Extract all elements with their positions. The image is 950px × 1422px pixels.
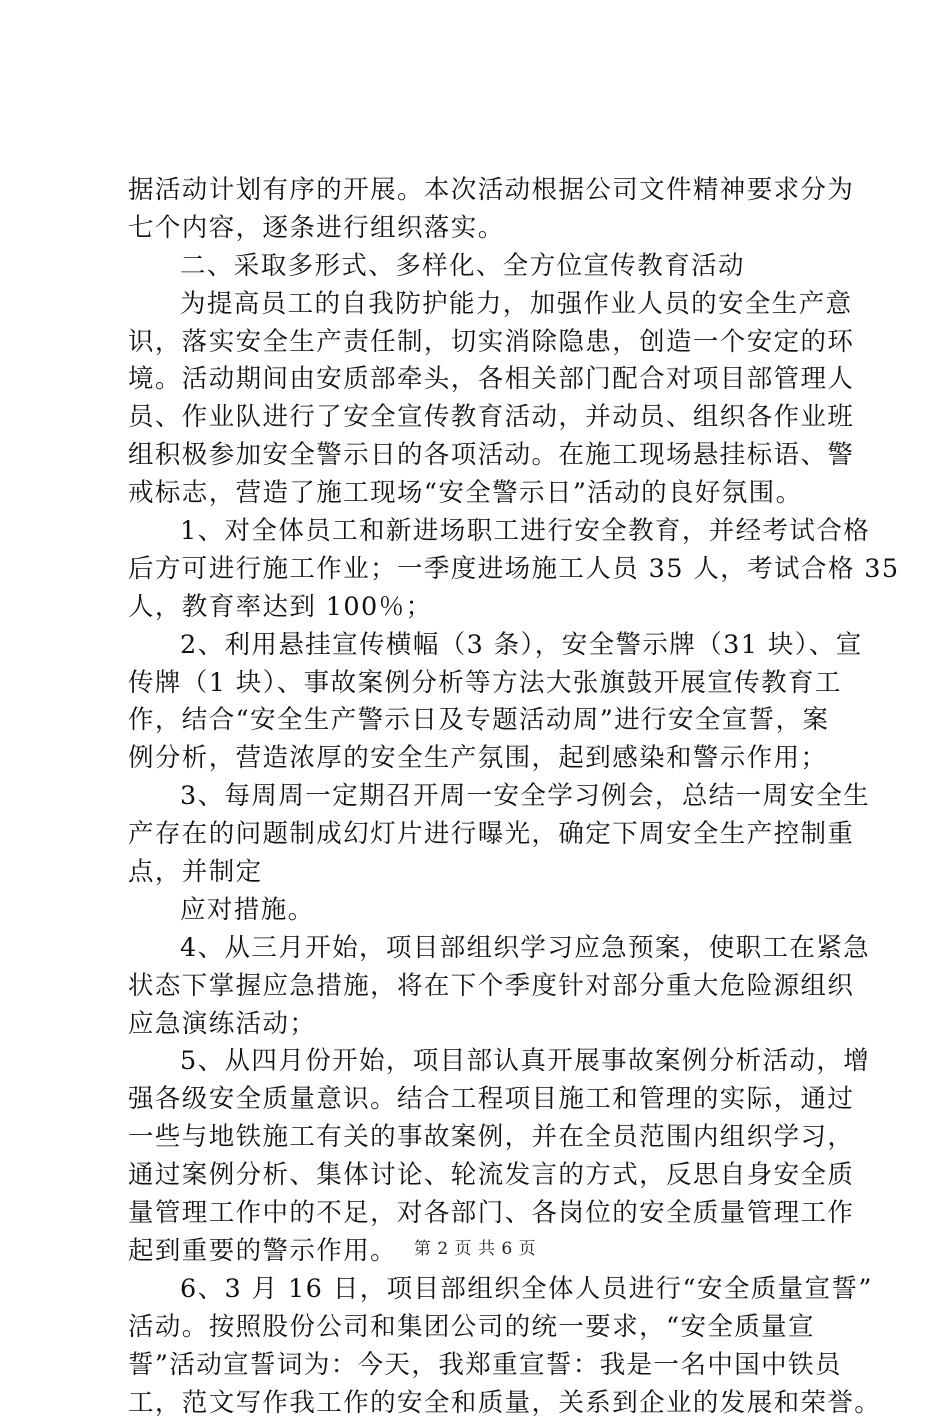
- text-line: 识，落实安全生产责任制，切实消除隐患，创造一个安定的环: [128, 324, 858, 362]
- text-line: 一些与地铁施工有关的事故案例，并在全员范围内组织学习，: [128, 1119, 858, 1157]
- text-line: 后方可进行施工作业；一季度进场施工人员 35 人，考试合格 35: [128, 551, 858, 589]
- text-line: 应对措施。: [128, 892, 858, 930]
- text-line: 1、对全体员工和新进场职工进行安全教育，并经考试合格: [128, 513, 858, 551]
- text-line: 产存在的问题制成幻灯片进行曝光，确定下周安全生产控制重: [128, 816, 858, 854]
- text-line: 戒标志，营造了施工现场“安全警示日”活动的良好氛围。: [128, 475, 858, 513]
- text-line: 七个内容，逐条进行组织落实。: [128, 210, 858, 248]
- text-line: 誓”活动宣誓词为：今天，我郑重宣誓：我是一名中国中铁员: [128, 1347, 858, 1385]
- text-line: 境。活动期间由安质部牵头，各相关部门配合对项目部管理人: [128, 361, 858, 399]
- text-line: 状态下掌握应急措施，将在下个季度针对部分重大危险源组织: [128, 968, 858, 1006]
- text-line: 2、利用悬挂宣传横幅（3 条），安全警示牌（31 块）、宣: [128, 627, 858, 665]
- text-line: 活动。按照股份公司和集团公司的统一要求，“安全质量宣: [128, 1309, 858, 1347]
- text-line: 强各级安全质量意识。结合工程项目施工和管理的实际，通过: [128, 1081, 858, 1119]
- text-line: 5、从四月份开始，项目部认真开展事故案例分析活动，增: [128, 1043, 858, 1081]
- text-line: 例分析，营造浓厚的安全生产氛围，起到感染和警示作用；: [128, 740, 858, 778]
- text-line: 员、作业队进行了安全宣传教育活动，并动员、组织各作业班: [128, 399, 858, 437]
- text-line: 据活动计划有序的开展。本次活动根据公司文件精神要求分为: [128, 172, 858, 210]
- text-line: 应急演练活动；: [128, 1006, 858, 1044]
- text-line: 4、从三月开始，项目部组织学习应急预案，使职工在紧急: [128, 930, 858, 968]
- document-body: [128, 172, 858, 1422]
- text-line: 点，并制定: [128, 854, 858, 892]
- text-line: 二、采取多形式、多样化、全方位宣传教育活动: [128, 248, 858, 286]
- text-line: 6、3 月 16 日，项目部组织全体人员进行“安全质量宣誓”: [128, 1271, 858, 1309]
- text-line: 3、每周周一定期召开周一安全学习例会，总结一周安全生: [128, 778, 858, 816]
- text-line: 作，结合“安全生产警示日及专题活动周”进行安全宣誓，案: [128, 702, 858, 740]
- text-line: 传牌（1 块）、事故案例分析等方法大张旗鼓开展宣传教育工: [128, 665, 858, 703]
- text-line: 人，教育率达到 100％；: [128, 589, 858, 627]
- text-line: 工，范文写作我工作的安全和质量，关系到企业的发展和荣誉。: [128, 1385, 858, 1422]
- text-line: 为提高员工的自我防护能力，加强作业人员的安全生产意: [128, 286, 858, 324]
- text-line: 通过案例分析、集体讨论、轮流发言的方式，反思自身安全质: [128, 1157, 858, 1195]
- text-line: 起到重要的警示作用。: [128, 1233, 858, 1271]
- text-line: 量管理工作中的不足，对各部门、各岗位的安全质量管理工作: [128, 1195, 858, 1233]
- page-footer: 第 2 页 共 6 页: [0, 1238, 950, 1260]
- text-line: 组积极参加安全警示日的各项活动。在施工现场悬挂标语、警: [128, 437, 858, 475]
